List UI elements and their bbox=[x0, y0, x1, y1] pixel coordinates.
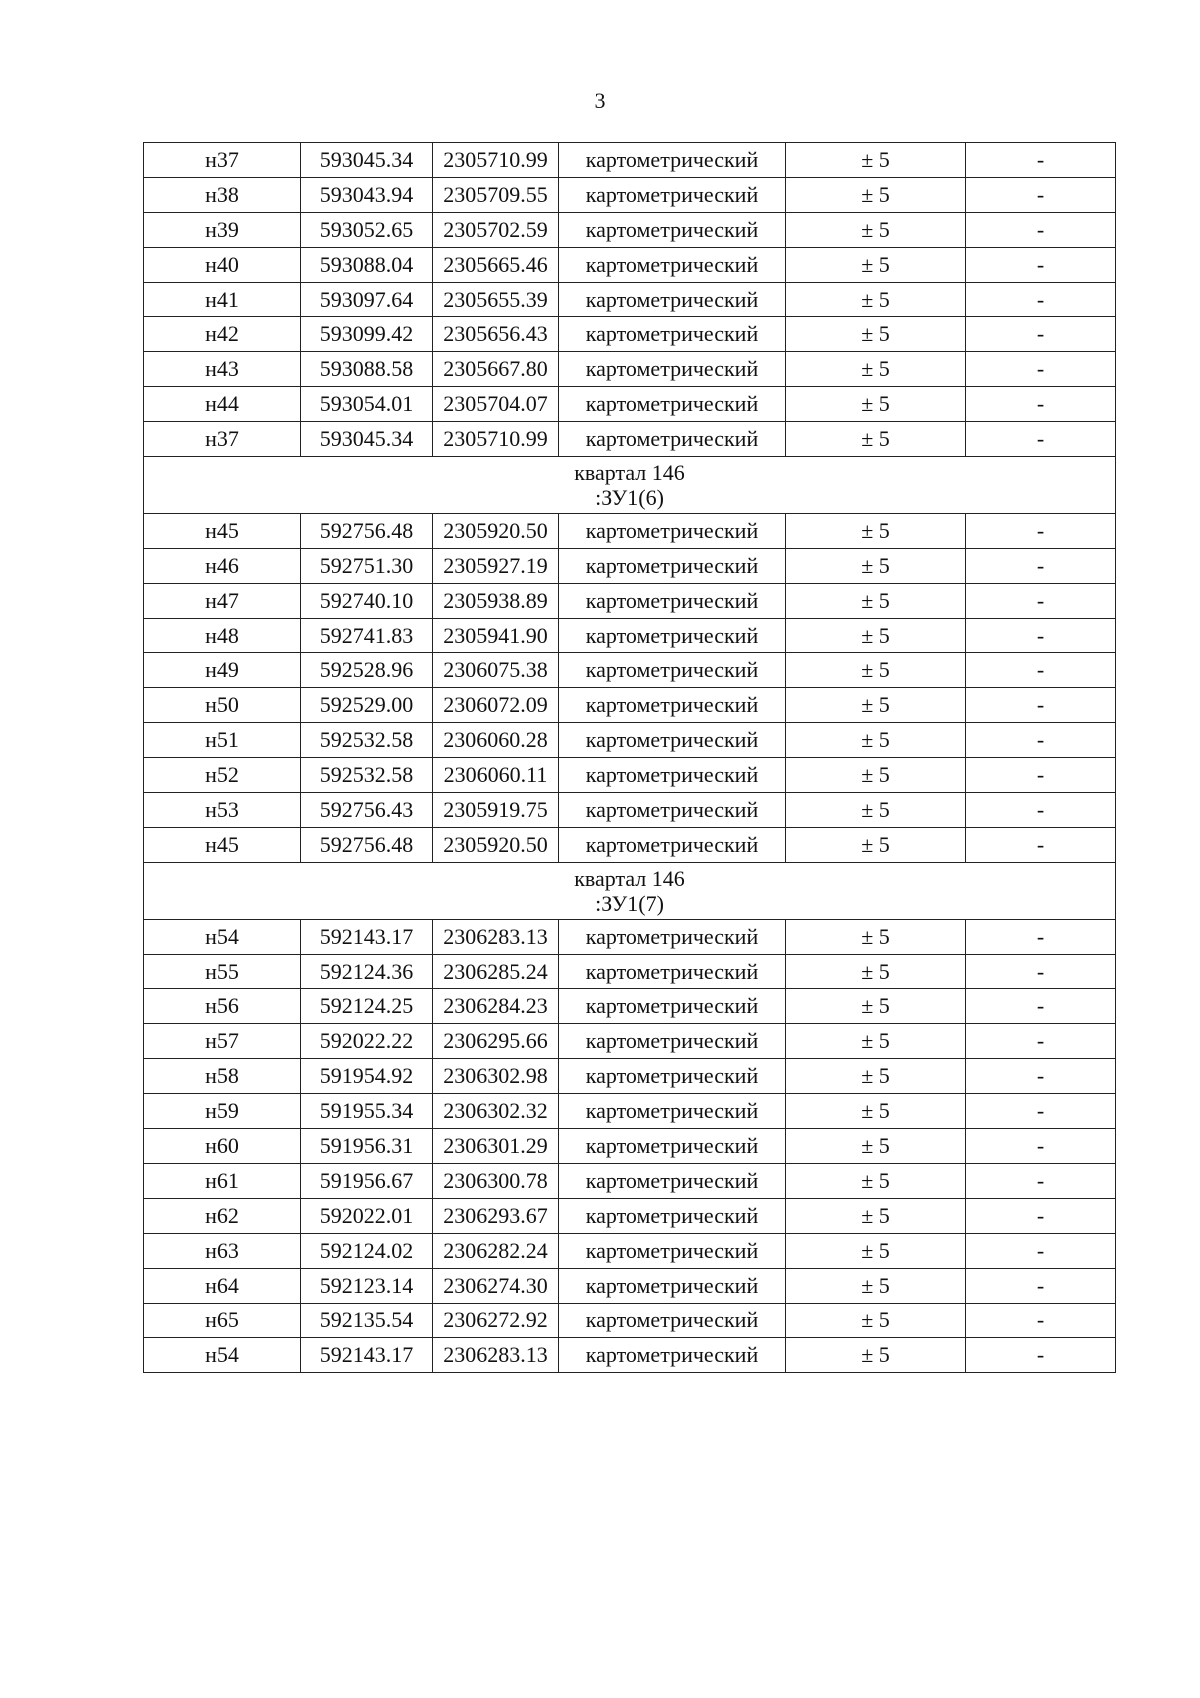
description-cell: - bbox=[966, 954, 1116, 989]
table-row bbox=[144, 618, 1116, 653]
accuracy-cell: ± 5 bbox=[786, 1338, 966, 1373]
y-coordinate-cell: 2306075.38 bbox=[433, 653, 559, 688]
description-cell: - bbox=[966, 352, 1116, 387]
description-cell: - bbox=[966, 247, 1116, 282]
point-name-cell: н54 bbox=[144, 1338, 301, 1373]
x-coordinate-cell: 592756.48 bbox=[301, 827, 433, 862]
description-cell: - bbox=[966, 827, 1116, 862]
method-cell: картометрический bbox=[559, 1094, 786, 1129]
x-coordinate-cell: 592022.22 bbox=[301, 1024, 433, 1059]
accuracy-cell: ± 5 bbox=[786, 317, 966, 352]
accuracy-cell: ± 5 bbox=[786, 618, 966, 653]
section-label-parcel: :ЗУ1(7) bbox=[595, 891, 664, 917]
table-row bbox=[144, 723, 1116, 758]
description-cell: - bbox=[966, 212, 1116, 247]
point-name-cell: н62 bbox=[144, 1198, 301, 1233]
x-coordinate-cell: 592532.58 bbox=[301, 758, 433, 793]
description-cell: - bbox=[966, 793, 1116, 828]
method-cell: картометрический bbox=[559, 758, 786, 793]
section-header-row bbox=[144, 862, 1116, 919]
table-row bbox=[144, 989, 1116, 1024]
x-coordinate-cell: 593088.58 bbox=[301, 352, 433, 387]
y-coordinate-cell: 2305655.39 bbox=[433, 282, 559, 317]
x-coordinate-cell: 592532.58 bbox=[301, 723, 433, 758]
point-name-cell: н39 bbox=[144, 212, 301, 247]
point-name-cell: н55 bbox=[144, 954, 301, 989]
y-coordinate-cell: 2305920.50 bbox=[433, 827, 559, 862]
method-cell: картометрический bbox=[559, 1233, 786, 1268]
accuracy-cell: ± 5 bbox=[786, 793, 966, 828]
y-coordinate-cell: 2305941.90 bbox=[433, 618, 559, 653]
x-coordinate-cell: 592528.96 bbox=[301, 653, 433, 688]
section-label-block: квартал 146 bbox=[574, 460, 685, 486]
accuracy-cell: ± 5 bbox=[786, 827, 966, 862]
y-coordinate-cell: 2306060.11 bbox=[433, 758, 559, 793]
point-name-cell: н57 bbox=[144, 1024, 301, 1059]
accuracy-cell: ± 5 bbox=[786, 723, 966, 758]
point-name-cell: н47 bbox=[144, 583, 301, 618]
method-cell: картометрический bbox=[559, 1268, 786, 1303]
description-cell: - bbox=[966, 989, 1116, 1024]
point-name-cell: н60 bbox=[144, 1129, 301, 1164]
table-row bbox=[144, 317, 1116, 352]
method-cell: картометрический bbox=[559, 513, 786, 548]
description-cell: - bbox=[966, 282, 1116, 317]
method-cell: картометрический bbox=[559, 317, 786, 352]
table-row bbox=[144, 1233, 1116, 1268]
table-row bbox=[144, 1059, 1116, 1094]
method-cell: картометрический bbox=[559, 212, 786, 247]
method-cell: картометрический bbox=[559, 387, 786, 422]
description-cell: - bbox=[966, 422, 1116, 457]
point-name-cell: н50 bbox=[144, 688, 301, 723]
method-cell: картометрический bbox=[559, 1303, 786, 1338]
table-row bbox=[144, 548, 1116, 583]
point-name-cell: н42 bbox=[144, 317, 301, 352]
point-name-cell: н65 bbox=[144, 1303, 301, 1338]
accuracy-cell: ± 5 bbox=[786, 422, 966, 457]
accuracy-cell: ± 5 bbox=[786, 688, 966, 723]
table-row bbox=[144, 793, 1116, 828]
method-cell: картометрический bbox=[559, 247, 786, 282]
method-cell: картометрический bbox=[559, 653, 786, 688]
accuracy-cell: ± 5 bbox=[786, 1059, 966, 1094]
method-cell: картометрический bbox=[559, 583, 786, 618]
x-coordinate-cell: 592124.25 bbox=[301, 989, 433, 1024]
point-name-cell: н43 bbox=[144, 352, 301, 387]
y-coordinate-cell: 2306285.24 bbox=[433, 954, 559, 989]
point-name-cell: н51 bbox=[144, 723, 301, 758]
method-cell: картометрический bbox=[559, 919, 786, 954]
y-coordinate-cell: 2306302.32 bbox=[433, 1094, 559, 1129]
table-row bbox=[144, 1163, 1116, 1198]
x-coordinate-cell: 592529.00 bbox=[301, 688, 433, 723]
point-name-cell: н45 bbox=[144, 827, 301, 862]
y-coordinate-cell: 2305919.75 bbox=[433, 793, 559, 828]
description-cell: - bbox=[966, 1059, 1116, 1094]
y-coordinate-cell: 2305704.07 bbox=[433, 387, 559, 422]
x-coordinate-cell: 592135.54 bbox=[301, 1303, 433, 1338]
y-coordinate-cell: 2305920.50 bbox=[433, 513, 559, 548]
accuracy-cell: ± 5 bbox=[786, 548, 966, 583]
table-row bbox=[144, 513, 1116, 548]
section-label-parcel: :ЗУ1(6) bbox=[595, 485, 664, 511]
accuracy-cell: ± 5 bbox=[786, 1129, 966, 1164]
y-coordinate-cell: 2306274.30 bbox=[433, 1268, 559, 1303]
table-row bbox=[144, 387, 1116, 422]
table-row bbox=[144, 1303, 1116, 1338]
point-name-cell: н64 bbox=[144, 1268, 301, 1303]
point-name-cell: н40 bbox=[144, 247, 301, 282]
description-cell: - bbox=[966, 1024, 1116, 1059]
point-name-cell: н45 bbox=[144, 513, 301, 548]
point-name-cell: н56 bbox=[144, 989, 301, 1024]
x-coordinate-cell: 592741.83 bbox=[301, 618, 433, 653]
y-coordinate-cell: 2306302.98 bbox=[433, 1059, 559, 1094]
method-cell: картометрический bbox=[559, 1129, 786, 1164]
accuracy-cell: ± 5 bbox=[786, 954, 966, 989]
description-cell: - bbox=[966, 143, 1116, 178]
y-coordinate-cell: 2306295.66 bbox=[433, 1024, 559, 1059]
x-coordinate-cell: 593097.64 bbox=[301, 282, 433, 317]
accuracy-cell: ± 5 bbox=[786, 1268, 966, 1303]
point-name-cell: н58 bbox=[144, 1059, 301, 1094]
section-label-block: квартал 146 bbox=[574, 866, 685, 892]
method-cell: картометрический bbox=[559, 177, 786, 212]
description-cell: - bbox=[966, 758, 1116, 793]
y-coordinate-cell: 2305702.59 bbox=[433, 212, 559, 247]
description-cell: - bbox=[966, 387, 1116, 422]
table-row bbox=[144, 954, 1116, 989]
accuracy-cell: ± 5 bbox=[786, 1024, 966, 1059]
accuracy-cell: ± 5 bbox=[786, 387, 966, 422]
y-coordinate-cell: 2306072.09 bbox=[433, 688, 559, 723]
table-row bbox=[144, 1094, 1116, 1129]
point-name-cell: н37 bbox=[144, 422, 301, 457]
description-cell: - bbox=[966, 1233, 1116, 1268]
y-coordinate-cell: 2305710.99 bbox=[433, 143, 559, 178]
description-cell: - bbox=[966, 1094, 1116, 1129]
x-coordinate-cell: 592124.02 bbox=[301, 1233, 433, 1268]
x-coordinate-cell: 592143.17 bbox=[301, 919, 433, 954]
point-name-cell: н63 bbox=[144, 1233, 301, 1268]
accuracy-cell: ± 5 bbox=[786, 1094, 966, 1129]
table-row bbox=[144, 583, 1116, 618]
y-coordinate-cell: 2306284.23 bbox=[433, 989, 559, 1024]
table-row bbox=[144, 827, 1116, 862]
accuracy-cell: ± 5 bbox=[786, 1163, 966, 1198]
method-cell: картометрический bbox=[559, 688, 786, 723]
description-cell: - bbox=[966, 1198, 1116, 1233]
y-coordinate-cell: 2305656.43 bbox=[433, 317, 559, 352]
x-coordinate-cell: 593054.01 bbox=[301, 387, 433, 422]
method-cell: картометрический bbox=[559, 618, 786, 653]
y-coordinate-cell: 2305709.55 bbox=[433, 177, 559, 212]
table-row bbox=[144, 177, 1116, 212]
table-row bbox=[144, 1268, 1116, 1303]
point-name-cell: н44 bbox=[144, 387, 301, 422]
accuracy-cell: ± 5 bbox=[786, 282, 966, 317]
accuracy-cell: ± 5 bbox=[786, 919, 966, 954]
y-coordinate-cell: 2305938.89 bbox=[433, 583, 559, 618]
method-cell: картометрический bbox=[559, 1059, 786, 1094]
table-row bbox=[144, 282, 1116, 317]
y-coordinate-cell: 2306282.24 bbox=[433, 1233, 559, 1268]
method-cell: картометрический bbox=[559, 143, 786, 178]
coordinates-table-body bbox=[144, 143, 1116, 1373]
method-cell: картометрический bbox=[559, 723, 786, 758]
table-row bbox=[144, 212, 1116, 247]
description-cell: - bbox=[966, 1163, 1116, 1198]
section-header-row bbox=[144, 457, 1116, 514]
description-cell: - bbox=[966, 548, 1116, 583]
description-cell: - bbox=[966, 919, 1116, 954]
method-cell: картометрический bbox=[559, 422, 786, 457]
table-row bbox=[144, 919, 1116, 954]
accuracy-cell: ± 5 bbox=[786, 1233, 966, 1268]
method-cell: картометрический bbox=[559, 989, 786, 1024]
y-coordinate-cell: 2305927.19 bbox=[433, 548, 559, 583]
table-row bbox=[144, 143, 1116, 178]
point-name-cell: н59 bbox=[144, 1094, 301, 1129]
x-coordinate-cell: 592740.10 bbox=[301, 583, 433, 618]
description-cell: - bbox=[966, 1129, 1116, 1164]
section-header-cell bbox=[144, 862, 1116, 919]
method-cell: картометрический bbox=[559, 1198, 786, 1233]
description-cell: - bbox=[966, 1268, 1116, 1303]
x-coordinate-cell: 592751.30 bbox=[301, 548, 433, 583]
table-row bbox=[144, 352, 1116, 387]
y-coordinate-cell: 2306300.78 bbox=[433, 1163, 559, 1198]
x-coordinate-cell: 593045.34 bbox=[301, 422, 433, 457]
method-cell: картометрический bbox=[559, 1163, 786, 1198]
table-row bbox=[144, 1024, 1116, 1059]
accuracy-cell: ± 5 bbox=[786, 989, 966, 1024]
accuracy-cell: ± 5 bbox=[786, 177, 966, 212]
point-name-cell: н52 bbox=[144, 758, 301, 793]
method-cell: картометрический bbox=[559, 352, 786, 387]
description-cell: - bbox=[966, 618, 1116, 653]
table-row bbox=[144, 688, 1116, 723]
accuracy-cell: ± 5 bbox=[786, 1303, 966, 1338]
point-name-cell: н53 bbox=[144, 793, 301, 828]
table-row bbox=[144, 1198, 1116, 1233]
x-coordinate-cell: 593045.34 bbox=[301, 143, 433, 178]
method-cell: картометрический bbox=[559, 282, 786, 317]
x-coordinate-cell: 592022.01 bbox=[301, 1198, 433, 1233]
coordinates-table bbox=[143, 142, 1116, 1373]
accuracy-cell: ± 5 bbox=[786, 143, 966, 178]
x-coordinate-cell: 593052.65 bbox=[301, 212, 433, 247]
accuracy-cell: ± 5 bbox=[786, 1198, 966, 1233]
x-coordinate-cell: 591956.67 bbox=[301, 1163, 433, 1198]
accuracy-cell: ± 5 bbox=[786, 583, 966, 618]
method-cell: картометрический bbox=[559, 548, 786, 583]
description-cell: - bbox=[966, 688, 1116, 723]
x-coordinate-cell: 592123.14 bbox=[301, 1268, 433, 1303]
y-coordinate-cell: 2305710.99 bbox=[433, 422, 559, 457]
y-coordinate-cell: 2306301.29 bbox=[433, 1129, 559, 1164]
point-name-cell: н54 bbox=[144, 919, 301, 954]
point-name-cell: н38 bbox=[144, 177, 301, 212]
point-name-cell: н41 bbox=[144, 282, 301, 317]
method-cell: картометрический bbox=[559, 827, 786, 862]
description-cell: - bbox=[966, 653, 1116, 688]
table-row bbox=[144, 422, 1116, 457]
description-cell: - bbox=[966, 513, 1116, 548]
point-name-cell: н46 bbox=[144, 548, 301, 583]
accuracy-cell: ± 5 bbox=[786, 653, 966, 688]
table-row bbox=[144, 1129, 1116, 1164]
table-row bbox=[144, 1338, 1116, 1373]
x-coordinate-cell: 591956.31 bbox=[301, 1129, 433, 1164]
x-coordinate-cell: 591954.92 bbox=[301, 1059, 433, 1094]
x-coordinate-cell: 593043.94 bbox=[301, 177, 433, 212]
point-name-cell: н49 bbox=[144, 653, 301, 688]
accuracy-cell: ± 5 bbox=[786, 758, 966, 793]
method-cell: картометрический bbox=[559, 954, 786, 989]
point-name-cell: н37 bbox=[144, 143, 301, 178]
point-name-cell: н61 bbox=[144, 1163, 301, 1198]
table-row bbox=[144, 247, 1116, 282]
table-row bbox=[144, 758, 1116, 793]
description-cell: - bbox=[966, 1303, 1116, 1338]
x-coordinate-cell: 592756.48 bbox=[301, 513, 433, 548]
section-header-cell bbox=[144, 457, 1116, 514]
x-coordinate-cell: 591955.34 bbox=[301, 1094, 433, 1129]
x-coordinate-cell: 592143.17 bbox=[301, 1338, 433, 1373]
y-coordinate-cell: 2306283.13 bbox=[433, 1338, 559, 1373]
method-cell: картометрический bbox=[559, 793, 786, 828]
y-coordinate-cell: 2305667.80 bbox=[433, 352, 559, 387]
accuracy-cell: ± 5 bbox=[786, 212, 966, 247]
method-cell: картометрический bbox=[559, 1338, 786, 1373]
description-cell: - bbox=[966, 1338, 1116, 1373]
method-cell: картометрический bbox=[559, 1024, 786, 1059]
page-number: 3 bbox=[594, 88, 606, 113]
table-row bbox=[144, 653, 1116, 688]
description-cell: - bbox=[966, 723, 1116, 758]
x-coordinate-cell: 592756.43 bbox=[301, 793, 433, 828]
accuracy-cell: ± 5 bbox=[786, 247, 966, 282]
y-coordinate-cell: 2306283.13 bbox=[433, 919, 559, 954]
description-cell: - bbox=[966, 583, 1116, 618]
y-coordinate-cell: 2306293.67 bbox=[433, 1198, 559, 1233]
y-coordinate-cell: 2305665.46 bbox=[433, 247, 559, 282]
x-coordinate-cell: 593099.42 bbox=[301, 317, 433, 352]
x-coordinate-cell: 593088.04 bbox=[301, 247, 433, 282]
x-coordinate-cell: 592124.36 bbox=[301, 954, 433, 989]
description-cell: - bbox=[966, 177, 1116, 212]
y-coordinate-cell: 2306272.92 bbox=[433, 1303, 559, 1338]
accuracy-cell: ± 5 bbox=[786, 513, 966, 548]
point-name-cell: н48 bbox=[144, 618, 301, 653]
y-coordinate-cell: 2306060.28 bbox=[433, 723, 559, 758]
description-cell: - bbox=[966, 317, 1116, 352]
accuracy-cell: ± 5 bbox=[786, 352, 966, 387]
